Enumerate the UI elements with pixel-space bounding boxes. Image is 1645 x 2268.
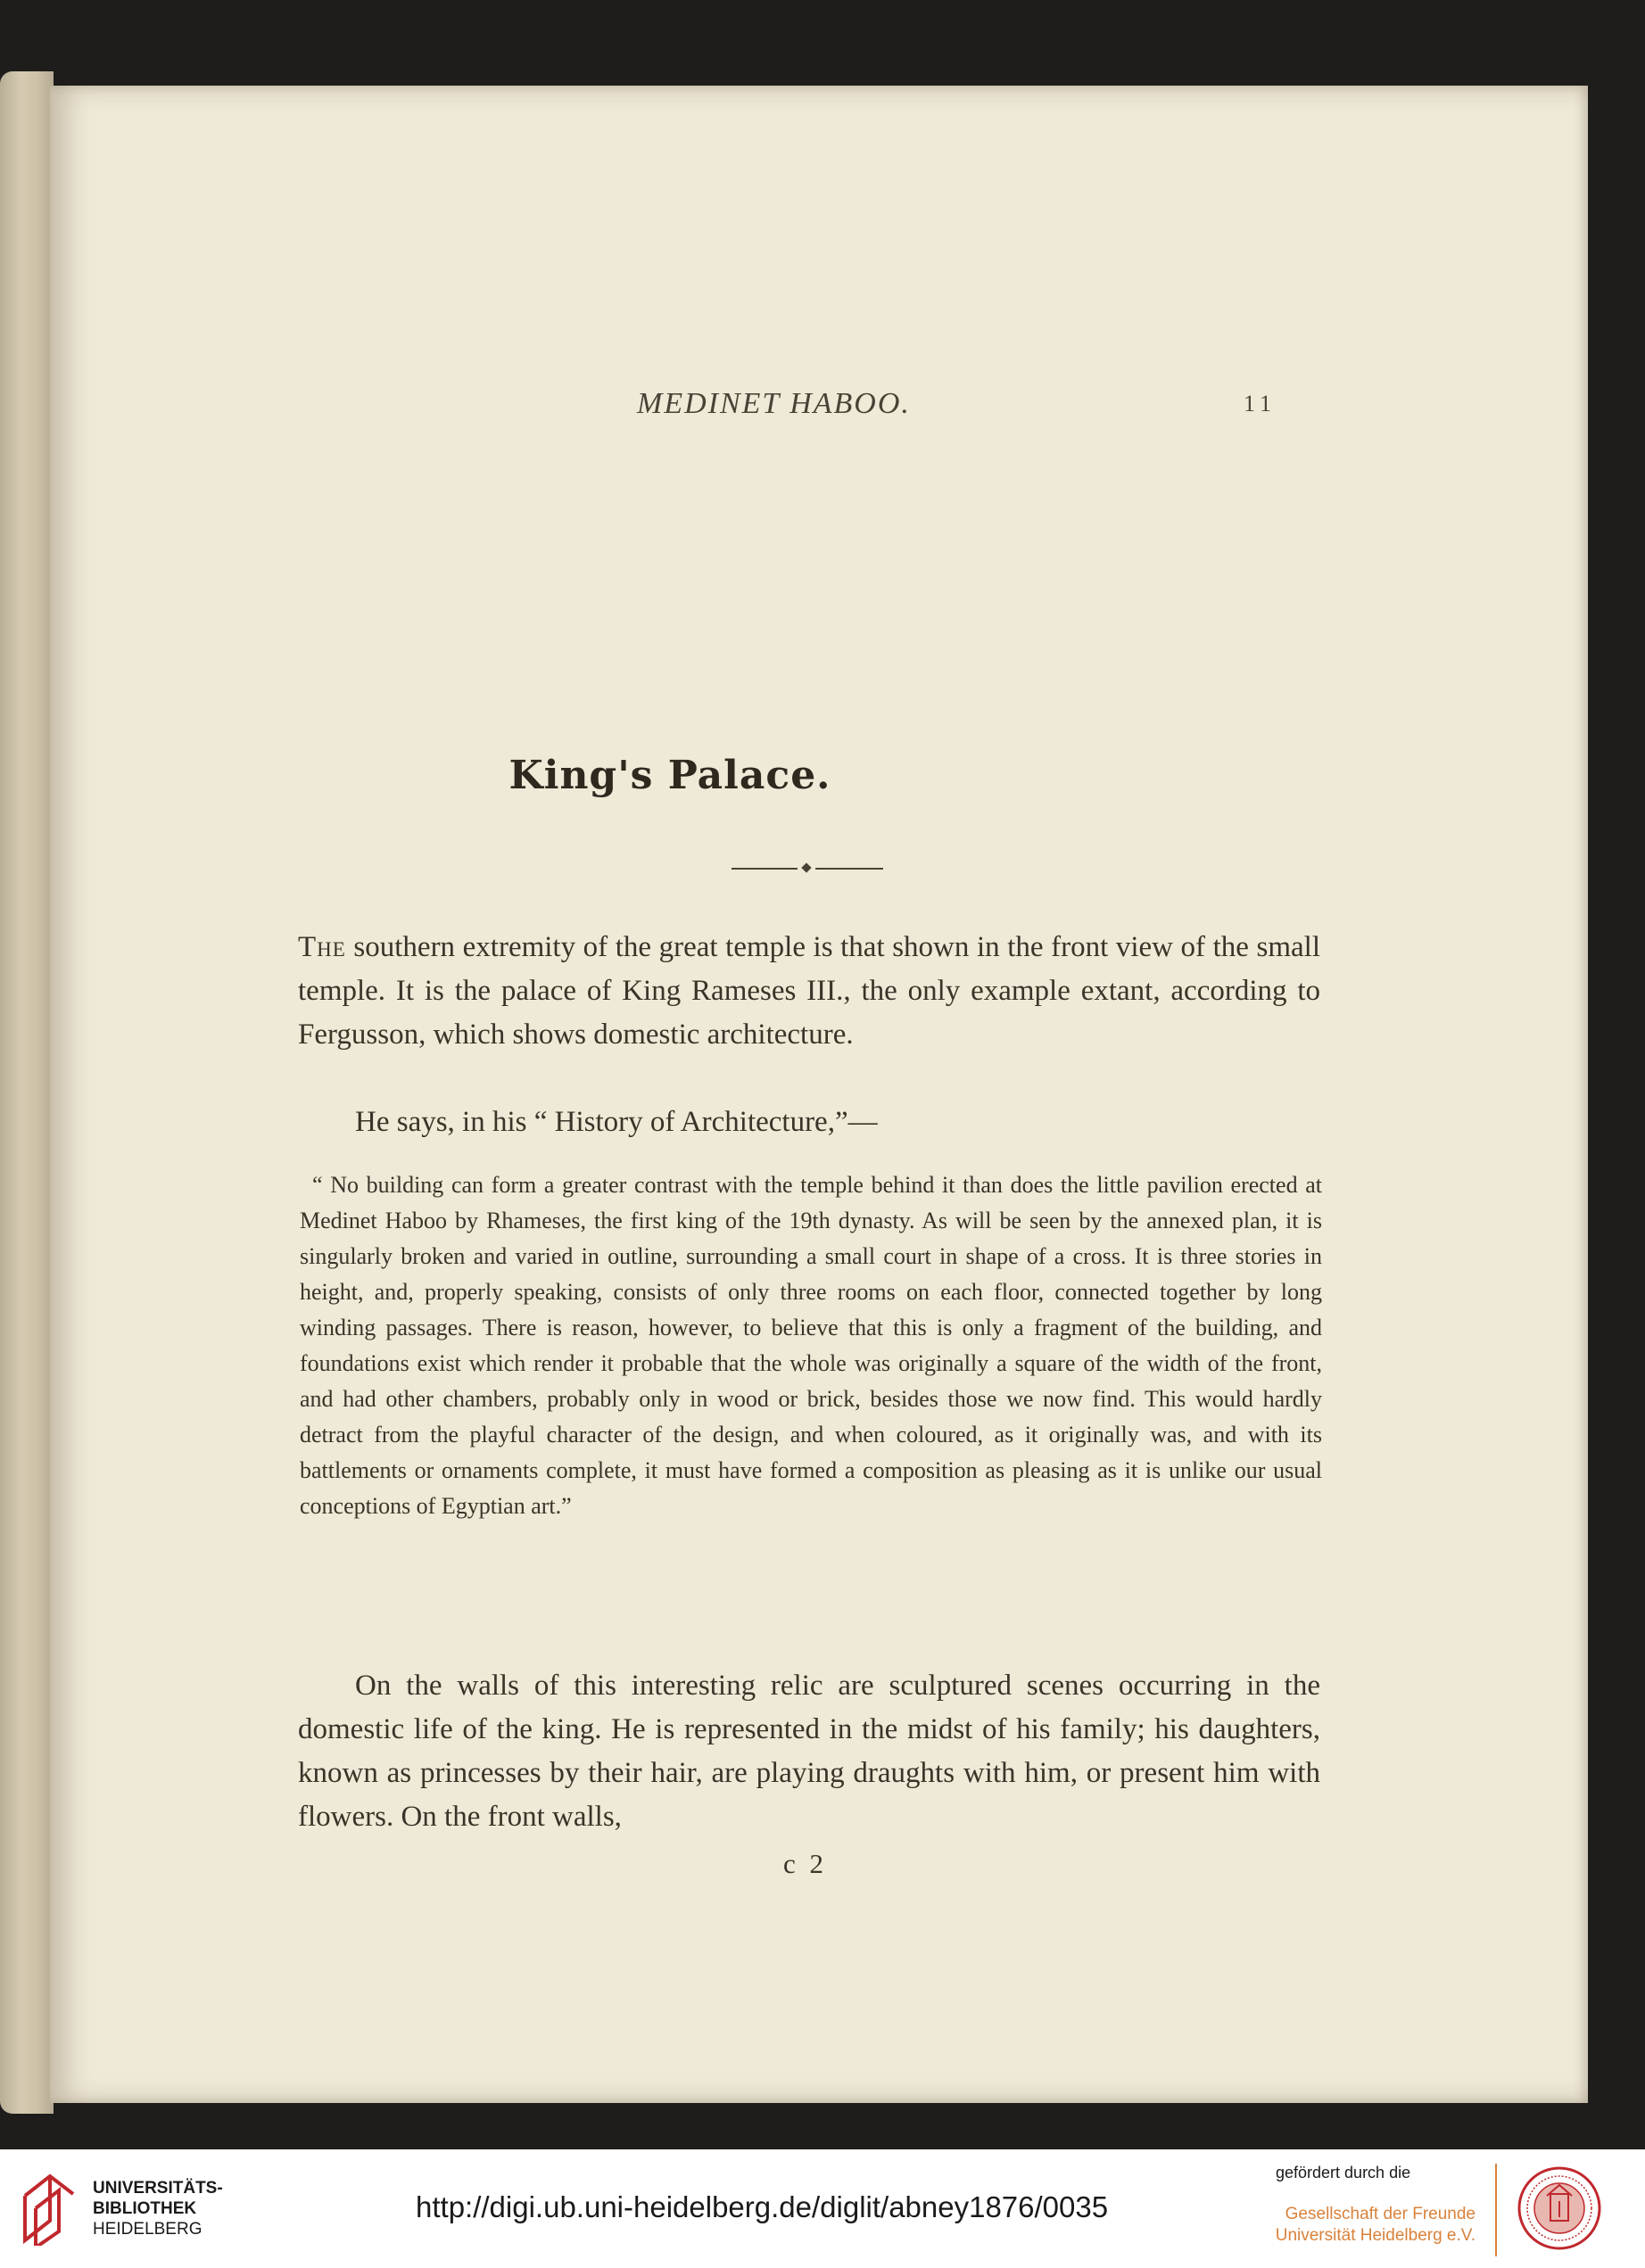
book-page bbox=[50, 86, 1588, 2103]
paragraph-1-first-word: The bbox=[298, 931, 346, 963]
paragraph-3: On the walls of this interesting relic are sculptured scenes occurring in the domestic life of the king. He is represented in the midst of his family; his daughters, known as princesses by their hair, are playing draughts with him, or present him with flowers. On the front walls, bbox=[298, 1670, 1320, 1833]
sponsor-name-line-2: Universität Heidelberg e.V. bbox=[1275, 2226, 1476, 2245]
signature-mark: c 2 bbox=[783, 1848, 828, 1879]
running-head bbox=[50, 387, 1588, 441]
paragraph-1 bbox=[298, 926, 1320, 1057]
library-name-line-2: BIBLIOTHEK bbox=[93, 2199, 197, 2218]
paragraph-2: He says, in his “ History of Architecture,”— bbox=[355, 1106, 878, 1138]
left-page-edge bbox=[0, 71, 54, 2114]
page-number: 11 bbox=[1244, 391, 1277, 416]
section-title: King's Palace. bbox=[508, 753, 831, 798]
library-name-line-1: UNIVERSITÄTS- bbox=[93, 2179, 223, 2198]
library-logo-icon[interactable] bbox=[18, 2169, 80, 2246]
library-name-line-3: HEIDELBERG bbox=[93, 2220, 203, 2239]
block-quote: “ No building can form a greater contrast with the temple behind it than does the little pavilion erected at Medinet Haboo by Rhameses, the first king of the 19th dynasty. As will be seen by the annexed plan, it is singularly broken and varied in outline, surrounding a small court in shape of a cross. It is three stories in height, and, properly speaking, consists of only three rooms on each floor, connected together by long winding passages. There is reason, however, to believe that this is only a fragment of the building, and foundations exist which render it probable that the whole was originally a square of the width of the front, and had other chambers, probably only in wood or brick, besides those we now find. This would hardly detract from the playful character of the design, and when coloured, as it originally was, and with its battlements or ornaments complete, it must have formed a composition as pleasing as it is unlike our usual conceptions of Egyptian art.” bbox=[300, 1172, 1322, 1519]
ornament-rule-right bbox=[815, 868, 883, 870]
footer-divider bbox=[1495, 2164, 1497, 2256]
university-seal-icon[interactable] bbox=[1517, 2165, 1602, 2251]
running-title: MEDINET HABOO. bbox=[637, 387, 911, 420]
permalink-url[interactable]: http://digi.ub.uni-heidelberg.de/diglit/abney1876/0035 bbox=[416, 2190, 1109, 2223]
ornament-rule-left bbox=[732, 868, 798, 870]
sponsor-name-line-1: Gesellschaft der Freunde bbox=[1285, 2205, 1476, 2223]
title-ornament bbox=[732, 863, 883, 874]
ornament-diamond-icon bbox=[801, 862, 811, 872]
paragraph-1-text: southern extremity of the great temple is that shown in the front view of the small temple. It is the palace of King Rameses III., the only example extant, according to Fergusson, which shows domestic architecture. bbox=[298, 931, 1320, 1051]
funded-by-label: gefördert durch die bbox=[1276, 2164, 1411, 2181]
viewer-footer bbox=[0, 2149, 1645, 2268]
